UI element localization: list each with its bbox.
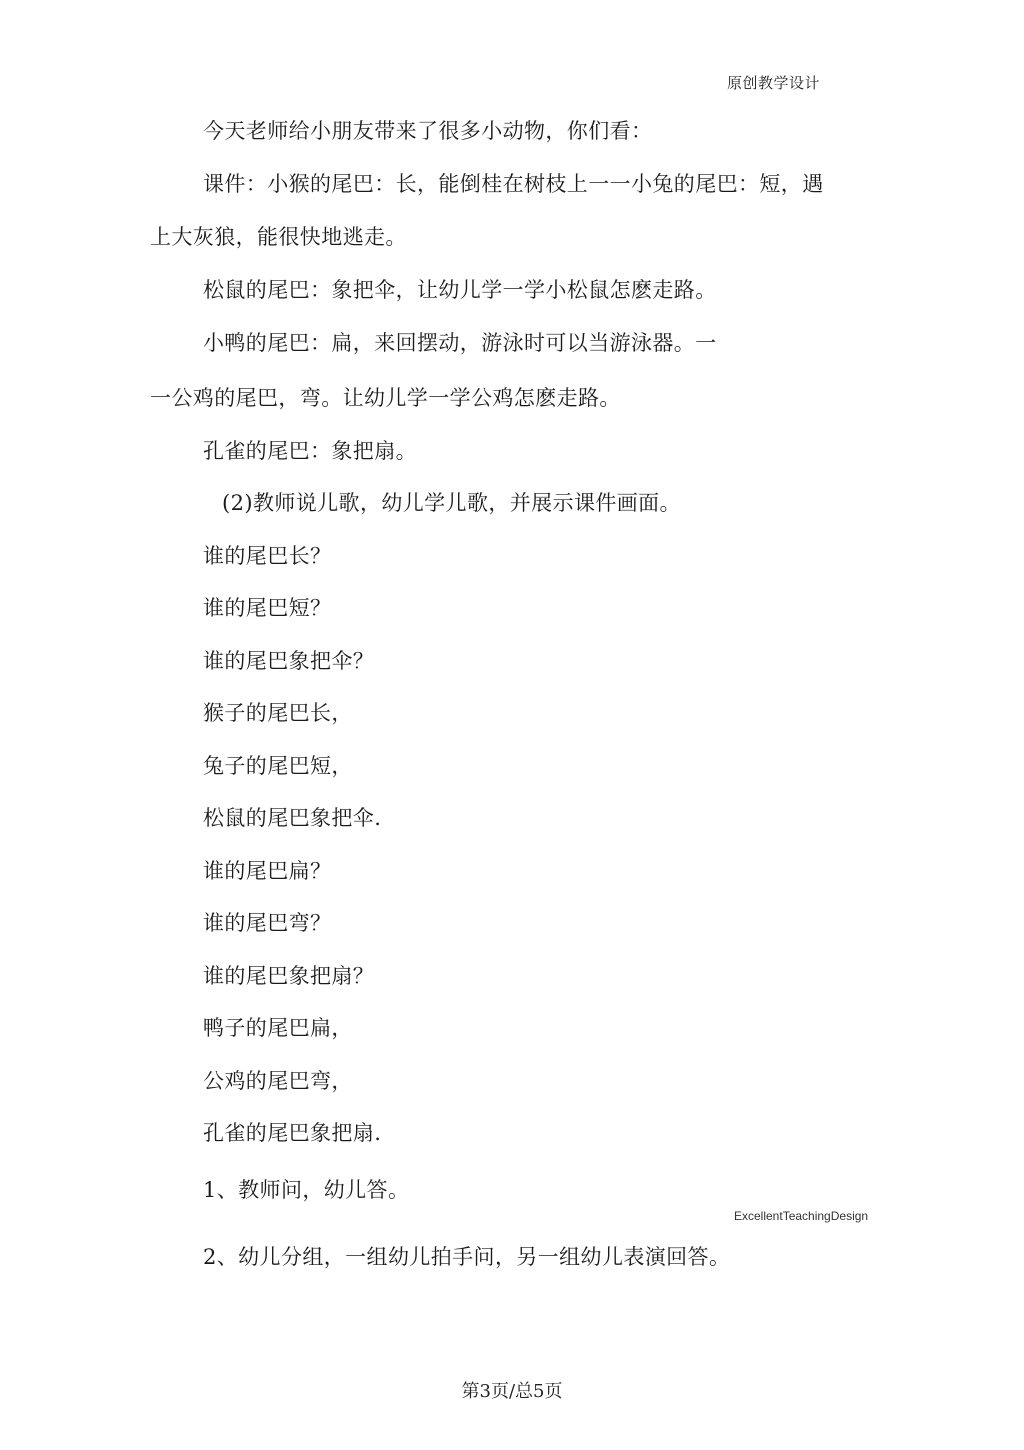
paragraph-line: 2、幼儿分组，一组幼儿拍手问，另一组幼儿表演回答。 bbox=[203, 1245, 731, 1269]
header-title: 原创教学设计 bbox=[727, 74, 821, 92]
poem-line: 孔雀的尾巴象把扇. bbox=[203, 1121, 382, 1145]
paragraph-line: 孔雀的尾巴：象把扇。 bbox=[203, 439, 417, 463]
poem-line: 鸭子的尾巴扁， bbox=[203, 1016, 353, 1040]
poem-line: 公鸡的尾巴弯， bbox=[203, 1069, 353, 1093]
footer-tag: ExcellentTeachingDesign bbox=[734, 1209, 869, 1223]
paragraph-line: 上大灰狼，能很快地逃走。 bbox=[150, 225, 407, 249]
poem-line: 兔子的尾巴短， bbox=[203, 754, 353, 778]
poem-line: 谁的尾巴弯？ bbox=[203, 911, 332, 935]
paragraph-line: 松鼠的尾巴：象把伞，让幼儿学一学小松鼠怎麽走路。 bbox=[203, 278, 717, 302]
poem-line: 谁的尾巴象把伞？ bbox=[203, 649, 375, 673]
paragraph-line: 课件：小猴的尾巴：长，能倒桂在树枝上一一小兔的尾巴：短，遇 bbox=[203, 172, 824, 196]
poem-line: 谁的尾巴长？ bbox=[203, 544, 332, 568]
poem-line: 谁的尾巴短？ bbox=[203, 596, 332, 620]
poem-line: 猴子的尾巴长， bbox=[203, 701, 353, 725]
poem-line: 谁的尾巴象把扇？ bbox=[203, 964, 375, 988]
poem-line: 松鼠的尾巴象把伞. bbox=[203, 806, 382, 830]
page-number: 第3页/总5页 bbox=[461, 1381, 563, 1402]
paragraph-line: 今天老师给小朋友带来了很多小动物，你们看： bbox=[203, 119, 653, 143]
paragraph-line: (2)教师说儿歌，幼儿学儿歌，并展示课件画面。 bbox=[222, 491, 681, 515]
paragraph-line: 一公鸡的尾巴，弯。让幼儿学一学公鸡怎麽走路。 bbox=[150, 386, 621, 410]
poem-line: 谁的尾巴扁？ bbox=[203, 859, 332, 883]
paragraph-line: 小鸭的尾巴：扁，来回摆动，游泳时可以当游泳器。一 bbox=[203, 331, 717, 355]
paragraph-line: 1、教师问，幼儿答。 bbox=[203, 1178, 410, 1202]
